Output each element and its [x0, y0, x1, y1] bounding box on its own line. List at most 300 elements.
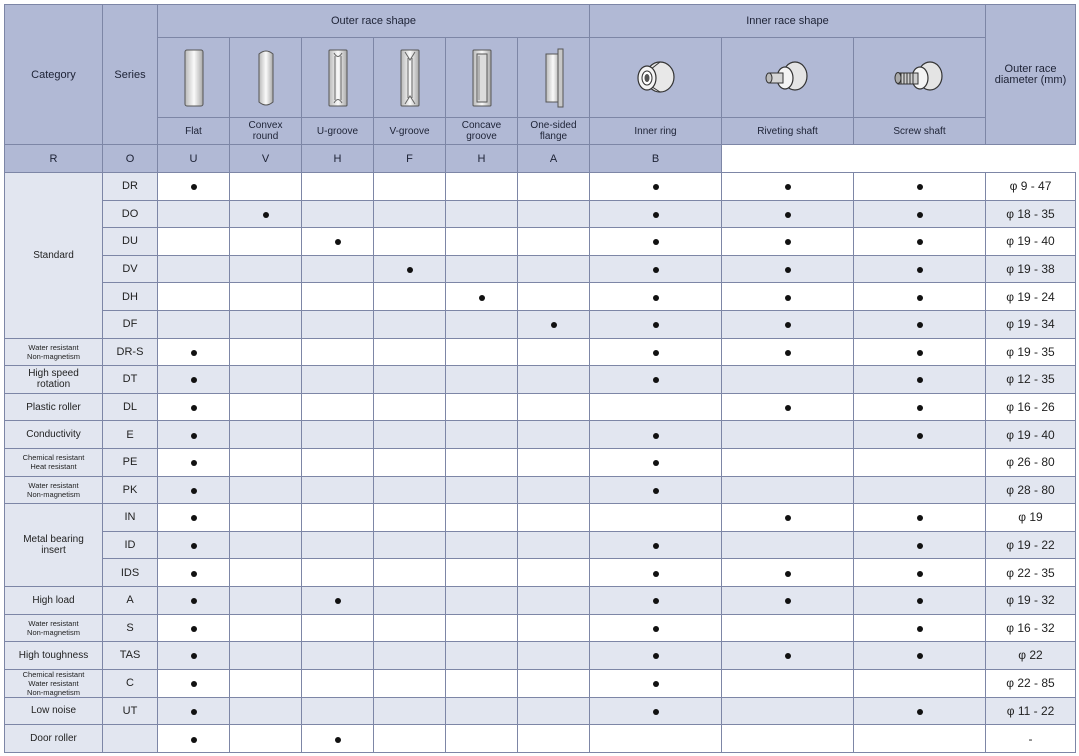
- column-icon-cell: [230, 38, 302, 118]
- availability-cell: [722, 586, 854, 614]
- available-mark: [917, 598, 923, 604]
- availability-cell: [854, 173, 986, 201]
- category-cell: Plastic roller: [5, 393, 103, 421]
- column-icon-cell: [590, 38, 722, 118]
- availability-cell: [722, 725, 854, 753]
- availability-cell: [158, 255, 230, 283]
- availability-cell: [446, 504, 518, 532]
- available-mark: [191, 571, 197, 577]
- availability-cell: [230, 255, 302, 283]
- availability-cell: [230, 200, 302, 228]
- availability-cell: [230, 697, 302, 725]
- availability-cell: [854, 310, 986, 338]
- available-mark: [917, 350, 923, 356]
- diameter-cell: φ 16 - 26: [986, 393, 1076, 421]
- column-icon-cell: [446, 38, 518, 118]
- series-cell: DR: [103, 173, 158, 201]
- available-mark: [653, 653, 659, 659]
- availability-cell: [590, 586, 722, 614]
- available-mark: [653, 681, 659, 687]
- availability-cell: [302, 531, 374, 559]
- availability-cell: [230, 725, 302, 753]
- available-mark: [335, 239, 341, 245]
- screw-shaft-icon: [892, 58, 948, 98]
- availability-cell: [518, 310, 590, 338]
- series-cell: [103, 725, 158, 753]
- category-cell: Door roller: [5, 725, 103, 753]
- available-mark: [917, 322, 923, 328]
- available-mark: [785, 405, 791, 411]
- available-mark: [191, 377, 197, 383]
- availability-cell: [158, 725, 230, 753]
- availability-cell: [854, 642, 986, 670]
- available-mark: [653, 239, 659, 245]
- column-icon-cell: [374, 38, 446, 118]
- available-mark: [785, 515, 791, 521]
- availability-cell: [158, 642, 230, 670]
- available-mark: [917, 295, 923, 301]
- category-cell: Water resistant Non-magnetism: [5, 614, 103, 642]
- inner-race-shape-header: Inner race shape: [590, 5, 986, 38]
- availability-cell: [518, 697, 590, 725]
- available-mark: [917, 267, 923, 273]
- availability-cell: [854, 669, 986, 697]
- available-mark: [653, 460, 659, 466]
- table-row: [5, 531, 1076, 559]
- availability-cell: [374, 669, 446, 697]
- availability-cell: [854, 504, 986, 532]
- series-cell: UT: [103, 697, 158, 725]
- available-mark: [917, 184, 923, 190]
- availability-cell: [158, 283, 230, 311]
- availability-cell: [722, 255, 854, 283]
- availability-cell: [722, 614, 854, 642]
- concave-groove-outer-race-icon: [467, 46, 497, 110]
- availability-cell: [374, 559, 446, 587]
- availability-cell: [158, 310, 230, 338]
- available-mark: [917, 653, 923, 659]
- available-mark: [917, 515, 923, 521]
- availability-cell: [302, 393, 374, 421]
- available-mark: [653, 709, 659, 715]
- availability-cell: [446, 338, 518, 366]
- availability-cell: [854, 283, 986, 311]
- column-icon-cell: [158, 38, 230, 118]
- availability-cell: [446, 586, 518, 614]
- available-mark: [653, 571, 659, 577]
- availability-cell: [374, 228, 446, 256]
- available-mark: [785, 322, 791, 328]
- diameter-cell: φ 19: [986, 504, 1076, 532]
- diameter-cell: -: [986, 725, 1076, 753]
- column-label: U-groove: [302, 118, 374, 145]
- availability-cell: [722, 642, 854, 670]
- availability-cell: [446, 725, 518, 753]
- availability-cell: [158, 559, 230, 587]
- availability-cell: [518, 393, 590, 421]
- availability-cell: [302, 559, 374, 587]
- available-mark: [785, 598, 791, 604]
- availability-cell: [854, 255, 986, 283]
- availability-cell: [854, 476, 986, 504]
- availability-cell: [590, 476, 722, 504]
- availability-cell: [722, 504, 854, 532]
- series-cell: IDS: [103, 559, 158, 587]
- availability-cell: [446, 531, 518, 559]
- table-row: [5, 255, 1076, 283]
- column-code: V: [230, 145, 302, 173]
- availability-cell: [374, 310, 446, 338]
- availability-cell: [722, 448, 854, 476]
- availability-cell: [158, 614, 230, 642]
- availability-cell: [302, 614, 374, 642]
- availability-cell: [302, 586, 374, 614]
- available-mark: [191, 626, 197, 632]
- availability-cell: [446, 173, 518, 201]
- column-code: R: [5, 145, 103, 173]
- column-label: Inner ring: [590, 118, 722, 145]
- availability-cell: [590, 725, 722, 753]
- available-mark: [191, 460, 197, 466]
- diameter-cell: φ 18 - 35: [986, 200, 1076, 228]
- category-cell: Chemical resistant Heat resistant: [5, 448, 103, 476]
- available-mark: [191, 653, 197, 659]
- availability-cell: [230, 531, 302, 559]
- availability-cell: [158, 393, 230, 421]
- table-row: [5, 310, 1076, 338]
- availability-cell: [158, 697, 230, 725]
- availability-cell: [374, 448, 446, 476]
- availability-cell: [302, 697, 374, 725]
- available-mark: [917, 571, 923, 577]
- availability-cell: [158, 228, 230, 256]
- column-label: Screw shaft: [854, 118, 986, 145]
- category-cell: Metal bearing insert: [5, 504, 103, 587]
- availability-cell: [854, 559, 986, 587]
- series-cell: A: [103, 586, 158, 614]
- series-cell: DT: [103, 366, 158, 394]
- category-cell: Water resistant Non-magnetism: [5, 476, 103, 504]
- diameter-cell: φ 22 - 35: [986, 559, 1076, 587]
- availability-cell: [518, 200, 590, 228]
- diameter-cell: φ 12 - 35: [986, 366, 1076, 394]
- diameter-cell: φ 26 - 80: [986, 448, 1076, 476]
- inner-ring-icon: [633, 58, 679, 98]
- availability-cell: [446, 255, 518, 283]
- category-cell: Low noise: [5, 697, 103, 725]
- availability-cell: [158, 200, 230, 228]
- availability-cell: [518, 476, 590, 504]
- availability-cell: [230, 476, 302, 504]
- availability-cell: [518, 725, 590, 753]
- availability-cell: [302, 283, 374, 311]
- table-row: [5, 173, 1076, 201]
- availability-cell: [446, 228, 518, 256]
- available-mark: [653, 543, 659, 549]
- availability-cell: [590, 559, 722, 587]
- series-cell: DH: [103, 283, 158, 311]
- table-row: [5, 366, 1076, 394]
- availability-cell: [302, 669, 374, 697]
- series-cell: IN: [103, 504, 158, 532]
- availability-cell: [302, 448, 374, 476]
- available-mark: [191, 405, 197, 411]
- available-mark: [653, 433, 659, 439]
- available-mark: [917, 543, 923, 549]
- availability-cell: [590, 366, 722, 394]
- availability-cell: [518, 173, 590, 201]
- availability-cell: [158, 173, 230, 201]
- availability-cell: [302, 421, 374, 449]
- availability-cell: [518, 255, 590, 283]
- available-mark: [785, 267, 791, 273]
- diameter-cell: φ 28 - 80: [986, 476, 1076, 504]
- availability-cell: [722, 559, 854, 587]
- availability-cell: [302, 310, 374, 338]
- diameter-cell: φ 19 - 22: [986, 531, 1076, 559]
- diameter-cell: φ 16 - 32: [986, 614, 1076, 642]
- column-code: O: [103, 145, 158, 173]
- availability-cell: [518, 586, 590, 614]
- availability-cell: [230, 504, 302, 532]
- series-header: Series: [103, 5, 158, 145]
- category-cell: High speed rotation: [5, 366, 103, 394]
- column-code: H: [302, 145, 374, 173]
- availability-cell: [446, 200, 518, 228]
- availability-cell: [590, 173, 722, 201]
- series-cell: C: [103, 669, 158, 697]
- category-cell: High toughness: [5, 642, 103, 670]
- availability-cell: [230, 283, 302, 311]
- diameter-cell: φ 11 - 22: [986, 697, 1076, 725]
- availability-cell: [446, 669, 518, 697]
- availability-cell: [374, 173, 446, 201]
- column-code: U: [158, 145, 230, 173]
- availability-cell: [374, 614, 446, 642]
- availability-cell: [854, 421, 986, 449]
- availability-cell: [590, 228, 722, 256]
- availability-cell: [374, 725, 446, 753]
- table-row: [5, 642, 1076, 670]
- available-mark: [191, 737, 197, 743]
- diameter-cell: φ 19 - 34: [986, 310, 1076, 338]
- availability-cell: [590, 531, 722, 559]
- available-mark: [191, 681, 197, 687]
- table-row: [5, 200, 1076, 228]
- availability-cell: [518, 669, 590, 697]
- availability-cell: [590, 642, 722, 670]
- column-code: A: [518, 145, 590, 173]
- available-mark: [653, 295, 659, 301]
- availability-cell: [722, 283, 854, 311]
- table-row: [5, 228, 1076, 256]
- available-mark: [917, 239, 923, 245]
- availability-cell: [230, 366, 302, 394]
- availability-cell: [230, 559, 302, 587]
- availability-cell: [722, 173, 854, 201]
- table-row: [5, 476, 1076, 504]
- u-groove-outer-race-icon: [323, 46, 353, 110]
- availability-cell: [590, 200, 722, 228]
- available-mark: [917, 405, 923, 411]
- availability-cell: [230, 614, 302, 642]
- available-mark: [191, 433, 197, 439]
- availability-cell: [590, 448, 722, 476]
- availability-cell: [158, 448, 230, 476]
- available-mark: [785, 239, 791, 245]
- column-label: Riveting shaft: [722, 118, 854, 145]
- category-cell: Conductivity: [5, 421, 103, 449]
- available-mark: [551, 322, 557, 328]
- column-label: Concave groove: [446, 118, 518, 145]
- availability-cell: [374, 200, 446, 228]
- table-row: [5, 586, 1076, 614]
- convex-round-outer-race-icon: [251, 46, 281, 110]
- availability-cell: [854, 614, 986, 642]
- availability-cell: [722, 393, 854, 421]
- column-code: H: [446, 145, 518, 173]
- availability-cell: [446, 448, 518, 476]
- available-mark: [917, 377, 923, 383]
- available-mark: [653, 598, 659, 604]
- availability-cell: [722, 228, 854, 256]
- availability-cell: [518, 504, 590, 532]
- available-mark: [653, 322, 659, 328]
- table-row: [5, 725, 1076, 753]
- category-cell: High load: [5, 586, 103, 614]
- availability-cell: [446, 642, 518, 670]
- availability-cell: [374, 586, 446, 614]
- diameter-cell: φ 19 - 35: [986, 338, 1076, 366]
- availability-cell: [722, 310, 854, 338]
- available-mark: [785, 295, 791, 301]
- series-cell: DL: [103, 393, 158, 421]
- availability-cell: [722, 531, 854, 559]
- availability-cell: [230, 173, 302, 201]
- table-row: [5, 393, 1076, 421]
- table-row: [5, 283, 1076, 311]
- series-cell: PK: [103, 476, 158, 504]
- available-mark: [785, 653, 791, 659]
- bearing-series-table: [4, 4, 1076, 753]
- available-mark: [653, 488, 659, 494]
- column-label: V-groove: [374, 118, 446, 145]
- available-mark: [191, 709, 197, 715]
- availability-cell: [158, 531, 230, 559]
- availability-cell: [230, 228, 302, 256]
- table-row: [5, 697, 1076, 725]
- available-mark: [653, 212, 659, 218]
- one-sided-flange-outer-race-icon: [539, 46, 569, 110]
- availability-cell: [722, 421, 854, 449]
- series-cell: DV: [103, 255, 158, 283]
- category-cell: Chemical resistant Water resistant Non-magnetism: [5, 669, 103, 697]
- table-row: [5, 559, 1076, 587]
- available-mark: [917, 626, 923, 632]
- flat-outer-race-icon: [179, 46, 209, 110]
- availability-cell: [374, 697, 446, 725]
- availability-cell: [590, 614, 722, 642]
- availability-cell: [158, 366, 230, 394]
- availability-cell: [590, 255, 722, 283]
- column-label: Flat: [158, 118, 230, 145]
- availability-cell: [518, 283, 590, 311]
- availability-cell: [854, 228, 986, 256]
- diameter-cell: φ 22 - 85: [986, 669, 1076, 697]
- available-mark: [785, 212, 791, 218]
- availability-cell: [518, 366, 590, 394]
- availability-cell: [302, 476, 374, 504]
- table-row: [5, 338, 1076, 366]
- availability-cell: [590, 338, 722, 366]
- availability-cell: [518, 614, 590, 642]
- availability-cell: [302, 200, 374, 228]
- availability-cell: [854, 338, 986, 366]
- availability-cell: [230, 393, 302, 421]
- available-mark: [653, 377, 659, 383]
- available-mark: [653, 184, 659, 190]
- available-mark: [191, 184, 197, 190]
- availability-cell: [302, 725, 374, 753]
- availability-cell: [374, 642, 446, 670]
- series-cell: DF: [103, 310, 158, 338]
- available-mark: [653, 267, 659, 273]
- availability-cell: [854, 531, 986, 559]
- category-header: Category: [5, 5, 103, 145]
- availability-cell: [854, 393, 986, 421]
- availability-cell: [374, 283, 446, 311]
- availability-cell: [854, 586, 986, 614]
- table-row: [5, 614, 1076, 642]
- column-icon-cell: [518, 38, 590, 118]
- availability-cell: [158, 586, 230, 614]
- availability-cell: [518, 338, 590, 366]
- available-mark: [191, 515, 197, 521]
- availability-cell: [302, 504, 374, 532]
- availability-cell: [590, 697, 722, 725]
- table-row: [5, 448, 1076, 476]
- series-cell: ID: [103, 531, 158, 559]
- availability-cell: [158, 421, 230, 449]
- availability-cell: [230, 669, 302, 697]
- availability-cell: [230, 310, 302, 338]
- availability-cell: [230, 421, 302, 449]
- availability-cell: [590, 669, 722, 697]
- availability-cell: [722, 697, 854, 725]
- diameter-cell: φ 19 - 40: [986, 228, 1076, 256]
- available-mark: [335, 737, 341, 743]
- availability-cell: [722, 338, 854, 366]
- diameter-cell: φ 22: [986, 642, 1076, 670]
- diameter-cell: φ 19 - 32: [986, 586, 1076, 614]
- series-cell: DR-S: [103, 338, 158, 366]
- availability-cell: [158, 476, 230, 504]
- availability-cell: [230, 642, 302, 670]
- availability-cell: [374, 366, 446, 394]
- availability-cell: [722, 476, 854, 504]
- v-groove-outer-race-icon: [395, 46, 425, 110]
- column-icon-cell: [302, 38, 374, 118]
- availability-cell: [230, 338, 302, 366]
- available-mark: [191, 350, 197, 356]
- available-mark: [407, 267, 413, 273]
- availability-cell: [590, 421, 722, 449]
- riveting-shaft-icon: [763, 58, 813, 98]
- available-mark: [191, 598, 197, 604]
- availability-cell: [158, 669, 230, 697]
- column-icon-cell: [722, 38, 854, 118]
- availability-cell: [854, 725, 986, 753]
